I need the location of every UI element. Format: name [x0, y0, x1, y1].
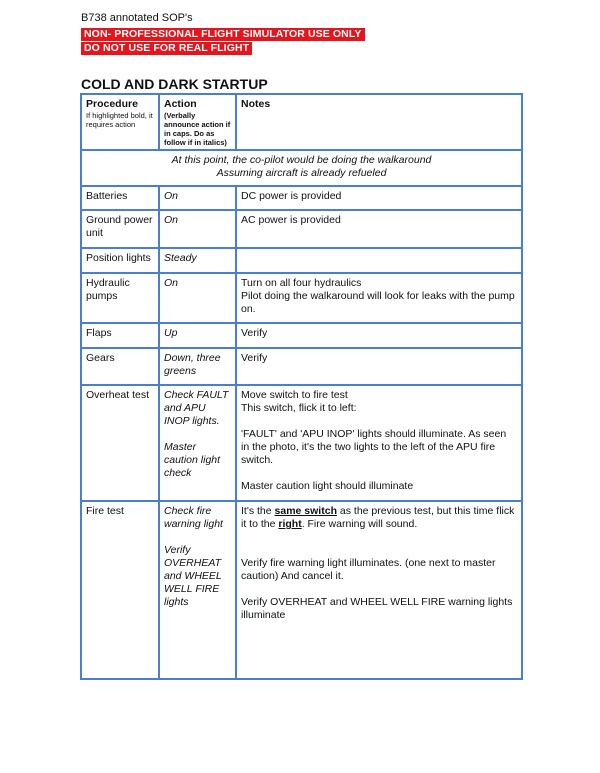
notes-text: . Fire warning will sound. — [301, 518, 418, 530]
action-cell: On — [159, 273, 236, 323]
notes-line: Turn on all four hydraulics — [241, 277, 362, 289]
section-title: COLD AND DARK STARTUP — [81, 76, 268, 92]
notes-emphasis: right — [278, 518, 302, 530]
action-line: Check FAULT and APU INOP lights. — [164, 389, 229, 427]
table-row — [81, 210, 522, 248]
notes-line: Pilot doing the walkaround will look for leaks with the pump on. — [241, 290, 515, 315]
notes-cell: Verify — [236, 323, 522, 348]
notes-line: Move switch to fire test — [241, 389, 348, 401]
notes-cell: Verify — [236, 348, 522, 385]
notes-line — [241, 505, 517, 531]
table-row — [81, 348, 522, 385]
notes-cell: AC power is provided — [236, 210, 522, 248]
action-line: Verify OVERHEAT and WHEEL WELL FIRE lights — [164, 544, 222, 608]
action-line: Check fire warning light — [164, 505, 223, 530]
notes-cell — [236, 501, 522, 679]
procedure-header-label: Procedure — [86, 98, 138, 110]
action-cell — [159, 385, 236, 501]
notes-cell: DC power is provided — [236, 186, 522, 210]
action-cell: On — [159, 210, 236, 248]
procedure-cell: Overheat test — [81, 385, 159, 501]
sop-table — [80, 93, 523, 680]
table-row — [81, 273, 522, 323]
intro-cell — [81, 150, 522, 186]
notes-text: It's the — [241, 505, 275, 517]
action-header — [159, 94, 236, 150]
table-header-row — [81, 94, 522, 150]
notes-cell — [236, 273, 522, 323]
notes-line: Master caution light should illuminate — [241, 480, 414, 492]
intro-line-2: Assuming aircraft is already refueled — [216, 167, 387, 179]
notes-cell — [236, 385, 522, 501]
notes-line: 'FAULT' and 'APU INOP' lights should illuminate. As seen in the photo, it's the two lights to the left of the APU fire switch. — [241, 428, 507, 466]
action-header-note: (Verbally announce action if in caps. Do as follow if in italics) — [164, 111, 231, 147]
notes-line: This switch, flick it to left: — [241, 402, 357, 414]
simulator-warning-banner: NON- PROFESSIONAL FLIGHT SIMULATOR USE ONLY — [81, 28, 365, 41]
table-row — [81, 186, 522, 210]
intro-line-1: At this point, the co-pilot would be doing the walkaround — [171, 154, 432, 166]
notes-text: as the previous test, but this time flick it to the — [241, 505, 515, 530]
procedure-cell: Hydraulic pumps — [81, 273, 159, 323]
notes-cell — [236, 248, 522, 273]
procedure-cell: Gears — [81, 348, 159, 385]
notes-line: Verify OVERHEAT and WHEEL WELL FIRE warning lights illuminate — [241, 596, 513, 621]
action-header-label: Action — [164, 98, 197, 110]
procedure-cell: Fire test — [81, 501, 159, 679]
table-row — [81, 248, 522, 273]
procedure-cell: Ground power unit — [81, 210, 159, 248]
table-row — [81, 501, 522, 679]
action-cell: Steady — [159, 248, 236, 273]
real-flight-warning-banner: DO NOT USE FOR REAL FLIGHT — [81, 42, 252, 55]
action-cell: Down, three greens — [159, 348, 236, 385]
procedure-cell: Position lights — [81, 248, 159, 273]
procedure-cell: Flaps — [81, 323, 159, 348]
table-row — [81, 385, 522, 501]
action-line: Master caution light check — [164, 441, 221, 479]
notes-header — [236, 94, 522, 150]
procedure-header — [81, 94, 159, 150]
procedure-cell: Batteries — [81, 186, 159, 210]
table-row — [81, 323, 522, 348]
action-cell: Up — [159, 323, 236, 348]
intro-row — [81, 150, 522, 186]
notes-header-label: Notes — [241, 98, 271, 110]
notes-line: Verify fire warning light illuminates. (one next to master caution) And cancel it. — [241, 557, 496, 582]
procedure-header-note: If highlighted bold, it requires action — [86, 111, 153, 129]
document-title: B738 annotated SOP's — [81, 12, 193, 24]
action-cell: On — [159, 186, 236, 210]
notes-emphasis: same switch — [274, 505, 337, 517]
action-cell — [159, 501, 236, 679]
